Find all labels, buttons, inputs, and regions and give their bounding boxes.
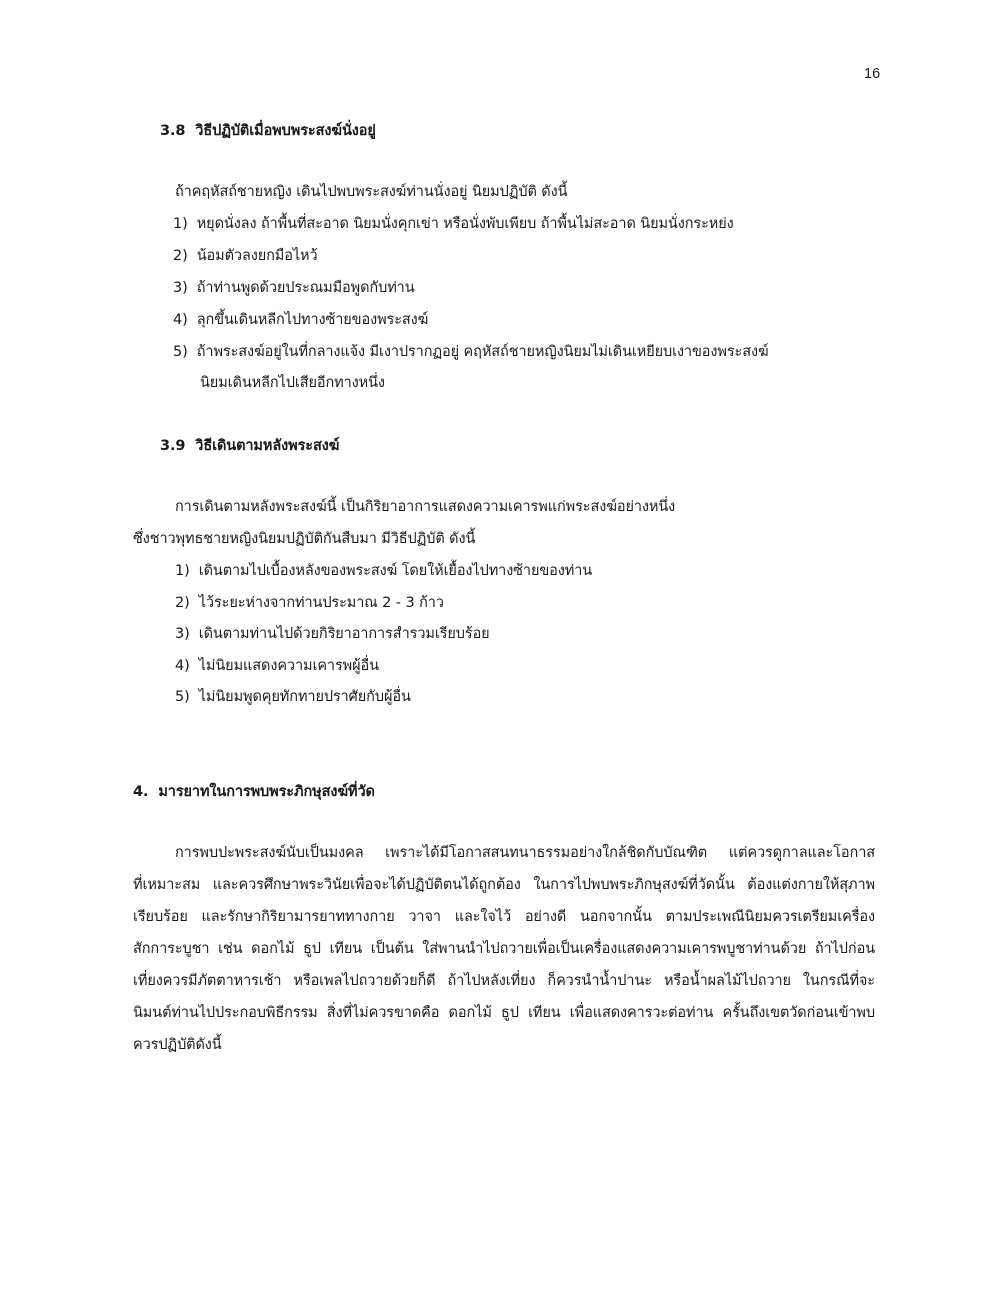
list-item-number: 1) — [175, 563, 190, 579]
list-item — [173, 213, 734, 235]
list-item-text: ลุกขึ้นเดินหลีกไปทางซ้ายของพระสงฆ์ — [196, 312, 429, 328]
section-title: วิธีเดินตามหลังพระสงฆ์ — [195, 438, 340, 454]
list-item-text: ไม่นิยมแสดงความเคารพผู้อื่น — [198, 658, 379, 674]
section-4-heading — [133, 781, 375, 803]
paragraph-line: เรียบร้อย และรักษากิริยามารยาททางกาย วาจา และใจไว้ อย่างดี นอกจากนั้น ตามประเพณีนิยมควรเตรียมเครื่อง — [133, 909, 875, 925]
list-item-number: 2) — [175, 595, 190, 611]
section-3-9-intro-line-1: การเดินตามหลังพระสงฆ์นี้ เป็นกิริยาอาการแสดงความเคารพแก่พระสงฆ์อย่างหนึ่ง — [175, 499, 676, 515]
list-item-text: ถ้าท่านพูดด้วยประณมมือพูดกับท่าน — [196, 280, 415, 296]
section-title: วิธีปฏิบัติเมื่อพบพระสงฆ์นั่งอยู่ — [195, 123, 376, 139]
section-number: 3.9 — [160, 438, 186, 454]
paragraph-line: เที่ยงควรมีภัตตาหารเช้า หรือเพลไปถวายด้วยก็ดี ถ้าไปหลังเที่ยง ก็ควรนำน้ำปานะ หรือน้ำผลไม้ไปถวาย ในกรณีที่จะ — [133, 973, 875, 989]
section-number: 3.8 — [160, 123, 186, 139]
section-3-9-intro-line-2: ซึ่งชาวพุทธชายหญิงนิยมปฏิบัติกันสืบมา มีวิธีปฏิบัติ ดังนี้ — [133, 531, 476, 547]
list-item-text: ถ้าพระสงฆ์อยู่ในที่กลางแจ้ง มีเงาปรากฏอยู่ คฤหัสถ์ชายหญิงนิยมไม่เดินเหยียบเงาของพระสงฆ์ — [196, 344, 769, 360]
list-item-text: น้อมตัวลงยกมือไหว้ — [196, 248, 318, 264]
section-3-9-heading — [160, 435, 339, 457]
list-item-text: ไว้ระยะห่างจากท่านประมาณ 2 - 3 ก้าว — [198, 595, 444, 611]
section-3-8-intro: ถ้าคฤหัสถ์ชายหญิง เดินไปพบพระสงฆ์ท่านนั่งอยู่ นิยมปฏิบัติ ดังนี้ — [175, 184, 568, 200]
list-item — [173, 341, 769, 363]
paragraph-line: ที่เหมาะสม และควรศึกษาพระวินัยเพื่อจะได้ปฏิบัติตนได้ถูกต้อง ในการไปพบพระภิกษุสงฆ์ที่วัดนั้น ต้องแต่งกายให้สุภาพ — [133, 877, 875, 893]
list-item — [173, 245, 318, 267]
list-item-number: 2) — [173, 248, 188, 264]
list-item-number: 1) — [173, 216, 188, 232]
list-item-text: ไม่นิยมพูดคุยทักทายปราศัยกับผู้อื่น — [198, 689, 411, 705]
list-item — [175, 655, 379, 677]
list-item — [173, 309, 428, 331]
list-item-continuation: นิยมเดินหลีกไปเสียอีกทางหนึ่ง — [200, 375, 385, 391]
list-item — [175, 623, 490, 645]
section-3-8-heading — [160, 120, 376, 142]
section-title: มารยาทในการพบพระภิกษุสงฆ์ที่วัด — [158, 784, 375, 800]
list-item — [175, 560, 592, 582]
list-item-text: หยุดนั่งลง ถ้าพื้นที่สะอาด นิยมนั่งคุกเข่า หรือนั่งพับเพียบ ถ้าพื้นไม่สะอาด นิยมนั่งกระหย่ง — [196, 216, 734, 232]
list-item-number: 5) — [175, 689, 190, 705]
paragraph-line: ควรปฏิบัติดังนี้ — [133, 1037, 222, 1053]
page-number: 16 — [864, 66, 881, 82]
paragraph-line: การพบปะพระสงฆ์นับเป็นมงคล เพราะได้มีโอกาสสนทนาธรรมอย่างใกล้ชิดกับบัณฑิต แต่ควรดูกาลและโอกาส — [175, 845, 875, 861]
list-item-number: 3) — [173, 280, 188, 296]
list-item-number: 4) — [173, 312, 188, 328]
list-item-number: 4) — [175, 658, 190, 674]
list-item-text: เดินตามท่านไปด้วยกิริยาอาการสำรวมเรียบร้อย — [198, 626, 490, 642]
list-item — [175, 592, 444, 614]
list-item-text: เดินตามไปเบื้องหลังของพระสงฆ์ โดยให้เยื้องไปทางซ้ายของท่าน — [198, 563, 593, 579]
paragraph-line: สักการะบูชา เช่น ดอกไม้ ธูป เทียน เป็นต้น ใส่พานนำไปถวายเพื่อเป็นเครื่องแสดงความเคารพบูชาท่านด้วย ถ้าไปก่อน — [133, 941, 875, 957]
section-number: 4. — [133, 784, 149, 800]
list-item — [173, 277, 415, 299]
paragraph-line: นิมนต์ท่านไปประกอบพิธีกรรม สิ่งที่ไม่ควรขาดคือ ดอกไม้ ธูป เทียน เพื่อแสดงคารวะต่อท่าน ครั้นถึงเขตวัดก่อนเข้าพบ — [133, 1005, 875, 1021]
list-item-number: 3) — [175, 626, 190, 642]
list-item-number: 5) — [173, 344, 188, 360]
list-item — [175, 686, 411, 708]
